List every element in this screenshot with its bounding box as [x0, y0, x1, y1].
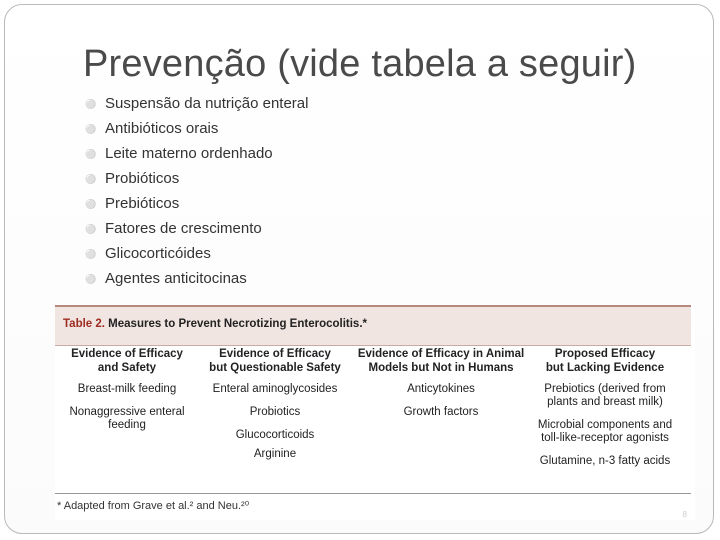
table-footnote: * Adapted from Grave et al.² and Neu.²⁰ [57, 500, 250, 512]
bullet-text: Leite materno ordenhado [105, 144, 273, 162]
bullet-text: Fatores de crescimento [105, 219, 262, 237]
bullet-list [85, 91, 308, 291]
bullet-text: Probióticos [105, 169, 180, 187]
table-cell [200, 383, 350, 396]
cell-line: Glutamine, n-3 fatty acids [539, 455, 671, 467]
bullet-text: Antibióticos orais [105, 119, 219, 137]
table-number: Table 2. [63, 318, 105, 330]
cell-line: plants and breast milk) [547, 396, 663, 408]
cell-line: Probiotics [249, 406, 301, 418]
cell-line: Growth factors [403, 406, 479, 418]
cell-line: feeding [108, 419, 146, 431]
cell-line: Microbial components and [537, 419, 673, 431]
slide-title: Prevenção (vide tabela a seguir) [83, 43, 637, 85]
measures-table [55, 305, 695, 520]
bullet-item [85, 241, 308, 266]
table-column [355, 347, 527, 429]
table-column [200, 347, 350, 471]
cell-line: Enteral aminoglycosides [212, 383, 338, 395]
table-cell [355, 406, 527, 419]
column-header [530, 347, 680, 377]
cell-line: Anticytokines [407, 383, 475, 395]
column-header-line: Evidence of Efficacy [219, 348, 331, 360]
bullet-item [85, 141, 308, 166]
bullet-item [85, 191, 308, 216]
table-cell [530, 419, 680, 445]
table-cell [200, 429, 350, 442]
cell-line: Prebiotics (derived from [544, 383, 666, 395]
cell-line: Breast-milk feeding [77, 383, 177, 395]
table-cell [200, 448, 350, 461]
column-header [200, 347, 350, 377]
bullet-item [85, 216, 308, 241]
column-header-line: but Lacking Evidence [545, 362, 665, 374]
column-header-line: Evidence of Efficacy in Animal [357, 348, 525, 360]
column-header-line: Models but Not in Humans [368, 362, 514, 374]
bullet-icon: ⚪ [85, 98, 97, 109]
bullet-icon: ⚪ [85, 198, 97, 209]
table-cell [57, 406, 197, 432]
bullet-icon: ⚪ [85, 273, 97, 284]
cell-line: Arginine [253, 448, 297, 460]
table-cell [355, 383, 527, 396]
bullet-text: Suspensão da nutrição enteral [105, 94, 309, 112]
bullet-icon: ⚪ [85, 248, 97, 259]
cell-line: toll-like-receptor agonists [541, 432, 669, 444]
bullet-item [85, 116, 308, 141]
bullet-text: Glicocorticóides [105, 244, 211, 262]
column-header-line: Evidence of Efficacy [71, 348, 183, 360]
column-header [355, 347, 527, 377]
column-header-line: and Safety [97, 362, 157, 374]
bullet-icon: ⚪ [85, 123, 97, 134]
table-cell [200, 406, 350, 419]
table-body [55, 345, 691, 494]
table-cell [57, 383, 197, 396]
table-column [530, 347, 680, 478]
table-title: Measures to Prevent Necrotizing Enterocolitis.* [108, 318, 367, 330]
bullet-item [85, 266, 308, 291]
bullet-icon: ⚪ [85, 148, 97, 159]
table-cell [530, 455, 680, 468]
table-cell [530, 383, 680, 409]
slide-number: 8 [682, 510, 687, 519]
column-header-line: but Questionable Safety [209, 362, 341, 374]
bullet-text: Agentes anticitocinas [105, 269, 247, 287]
bullet-item [85, 91, 308, 116]
table-caption-bar [55, 305, 691, 346]
bullet-icon: ⚪ [85, 223, 97, 234]
bullet-item [85, 166, 308, 191]
bullet-icon: ⚪ [85, 173, 97, 184]
table-column [57, 347, 197, 442]
cell-line: Nonaggressive enteral [69, 406, 185, 418]
column-header [57, 347, 197, 377]
table-caption [63, 318, 367, 330]
cell-line: Glucocorticoids [235, 429, 315, 441]
slide [4, 4, 714, 534]
column-header-line: Proposed Efficacy [554, 348, 656, 360]
bullet-text: Prebióticos [105, 194, 180, 212]
